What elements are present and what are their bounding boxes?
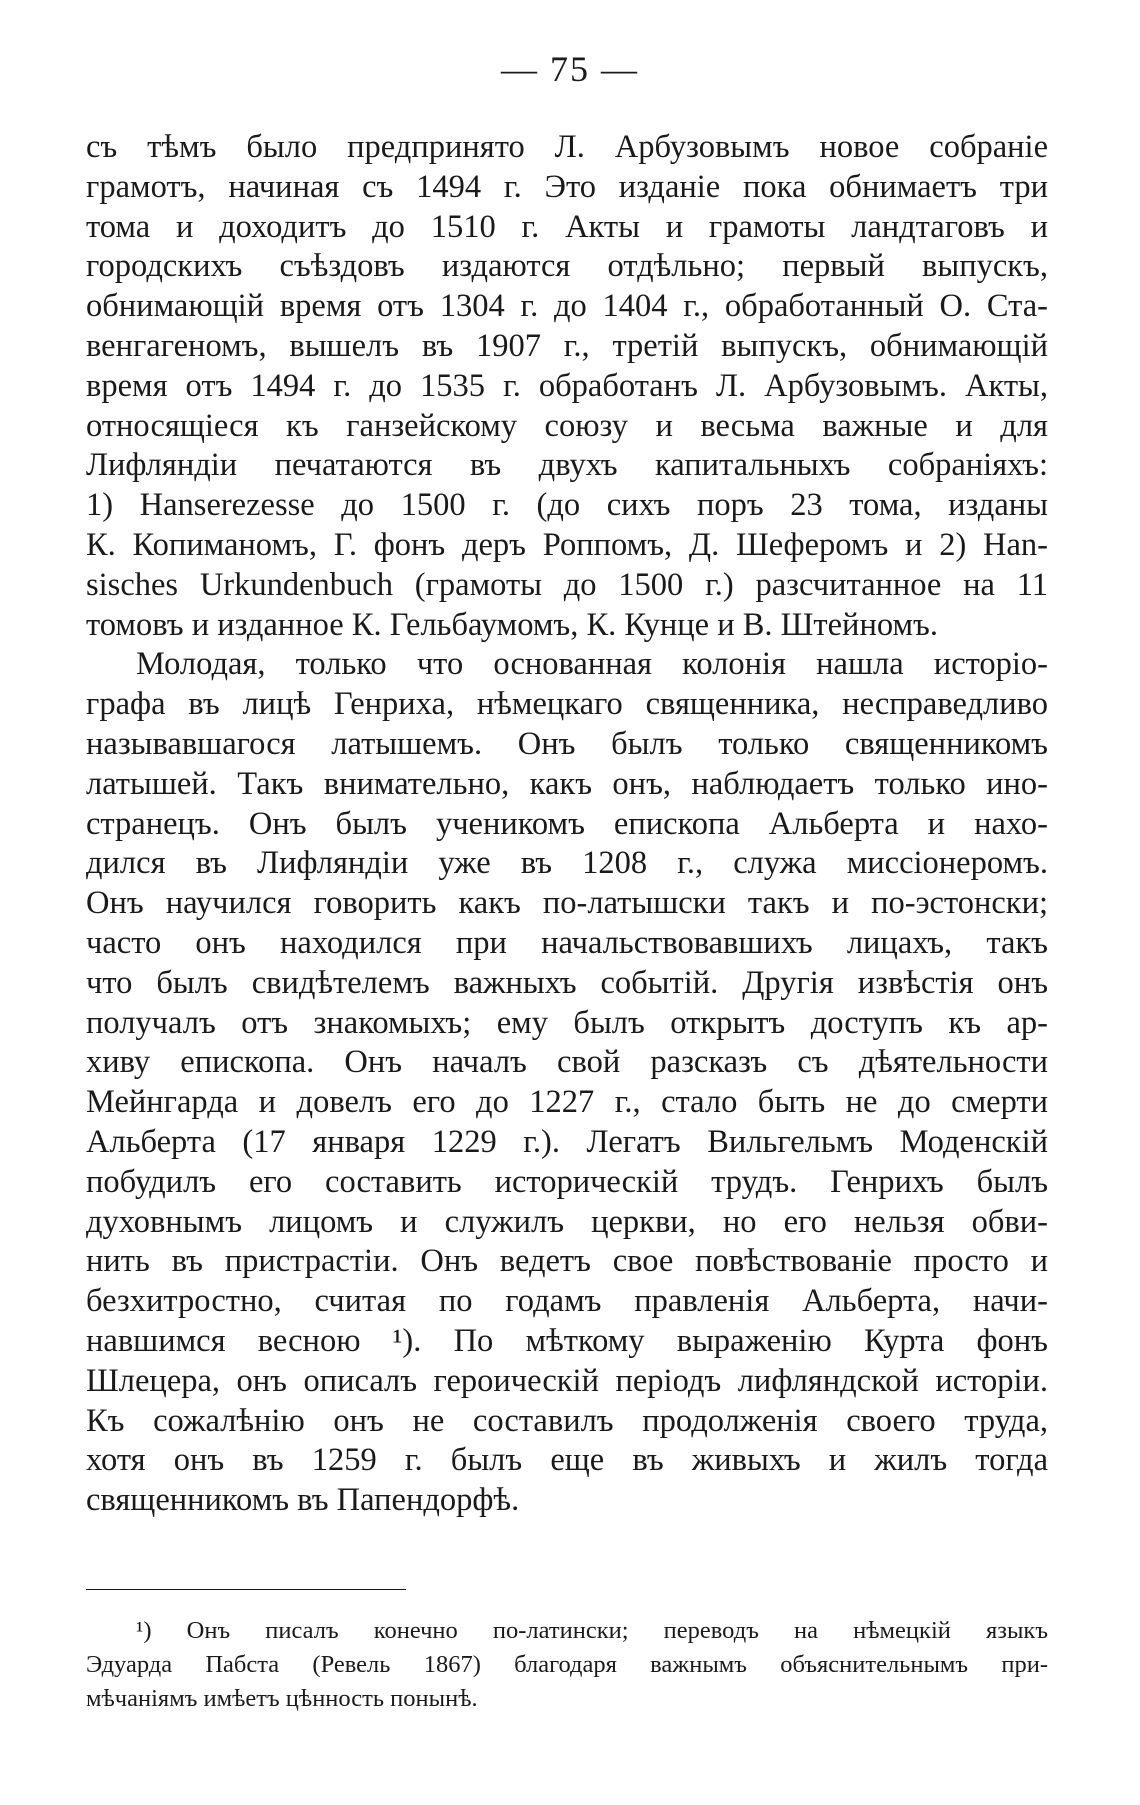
text-line: время отъ 1494 г. до 1535 г. обработанъ Л. Арбузовымъ. Акты, (86, 367, 1048, 404)
page-number: — 75 — (501, 49, 639, 89)
text-line: Молодая, только что основанная колонія нашла исторіо- (136, 646, 1048, 683)
text-line: 1) Hanserezesse до 1500 г. (до сихъ поръ 23 тома, изданы (86, 487, 1048, 524)
text-line: обнимающій время отъ 1304 г. до 1404 г., обработанный О. Ста- (86, 288, 1048, 325)
text-line: латышей. Такъ внимательно, какъ онъ, наблюдаетъ только ино- (86, 765, 1048, 802)
text-line: томовъ и изданное К. Гельбаумомъ, К. Кунце и В. Штейномъ. (86, 606, 938, 643)
text-line: Лифляндіи печатаются въ двухъ капитальныхъ собраніяхъ: (86, 447, 1048, 484)
text-line: навшимся весною ¹). По мѣткому выраженію Курта фонъ (86, 1322, 1048, 1359)
text-line: часто онъ находился при начальствовавшихъ лицахъ, такъ (86, 924, 1048, 961)
text-line: грамотъ, начиная съ 1494 г. Это изданіе пока обнимаетъ три (86, 168, 1048, 205)
text-line: Онъ научился говорить какъ по-латышски такъ и по-эстонски; (86, 885, 1048, 922)
text-line: нить въ пристрастіи. Онъ ведетъ свое повѣствованіе просто и (86, 1243, 1048, 1280)
footnote-line: мѣчаніямъ имѣетъ цѣнность понынѣ. (86, 1685, 478, 1712)
text-line: странецъ. Онъ былъ ученикомъ епископа Альберта и нахо- (86, 805, 1048, 842)
text-line: Мейнгарда и довелъ его до 1227 г., стало быть не до смерти (86, 1084, 1048, 1121)
text-line: называвшагося латышемъ. Онъ былъ только священникомъ (86, 725, 1048, 762)
text-line: Шлецера, онъ описалъ героическій періодъ лифляндской исторіи. (86, 1362, 1048, 1399)
text-line: Альберта (17 января 1229 г.). Легатъ Вильгельмъ Моденскій (86, 1123, 1048, 1160)
text-line: безхитростно, считая по годамъ правленія Альберта, начи- (86, 1283, 1048, 1320)
text-line: относящіеся къ ганзейскому союзу и весьма важные и для (86, 407, 1048, 444)
text-line: получалъ отъ знакомыхъ; ему былъ открытъ доступъ къ ар- (86, 1004, 1048, 1041)
text-line: хиву епископа. Онъ началъ свой разсказъ съ дѣятельности (86, 1044, 1048, 1081)
text-line: городскихъ съѣздовъ издаются отдѣльно; первый выпускъ, (86, 248, 1048, 285)
text-line: дился въ Лифляндіи уже въ 1208 г., служа миссіонеромъ. (86, 845, 1048, 882)
text-line: sisches Urkundenbuch (грамоты до 1500 г.) разсчитанное на 11 (86, 566, 1048, 603)
footnote-line: ¹) Онъ писалъ конечно по-латински; переводъ на нѣмецкій языкъ (136, 1617, 1048, 1644)
text-line: священникомъ въ Папендорфѣ. (86, 1482, 520, 1519)
text-line: графа въ лицѣ Генриха, нѣмецкаго священника, несправедливо (86, 686, 1048, 723)
text-line: венгагеномъ, вышелъ въ 1907 г., третій выпускъ, обнимающій (86, 327, 1048, 364)
text-line: съ тѣмъ было предпринято Л. Арбузовымъ новое собраніе (86, 129, 1048, 165)
text-line: К. Копиманомъ, Г. фонъ деръ Роппомъ, Д. Шеферомъ и 2) Han- (86, 526, 1048, 563)
text-line: тома и доходитъ до 1510 г. Акты и грамоты ландтаговъ и (86, 208, 1048, 245)
footnote-divider (86, 1589, 406, 1590)
footnote-line: Эдуарда Пабста (Ревель 1867) благодаря важнымъ объяснительнымъ при- (86, 1651, 1048, 1678)
text-line: духовнымъ лицомъ и служилъ церкви, но его нельзя обви- (86, 1203, 1048, 1240)
text-line: что былъ свидѣтелемъ важныхъ событій. Другія извѣстія онъ (86, 964, 1048, 1001)
main-text (86, 128, 1048, 1521)
footnote (86, 1614, 1048, 1716)
text-line: побудилъ его составить историческій трудъ. Генрихъ былъ (86, 1163, 1048, 1200)
text-line: хотя онъ въ 1259 г. былъ еще въ живыхъ и жилъ тогда (86, 1442, 1048, 1479)
text-line: Къ сожалѣнію онъ не составилъ продолженія своего труда, (86, 1402, 1048, 1439)
